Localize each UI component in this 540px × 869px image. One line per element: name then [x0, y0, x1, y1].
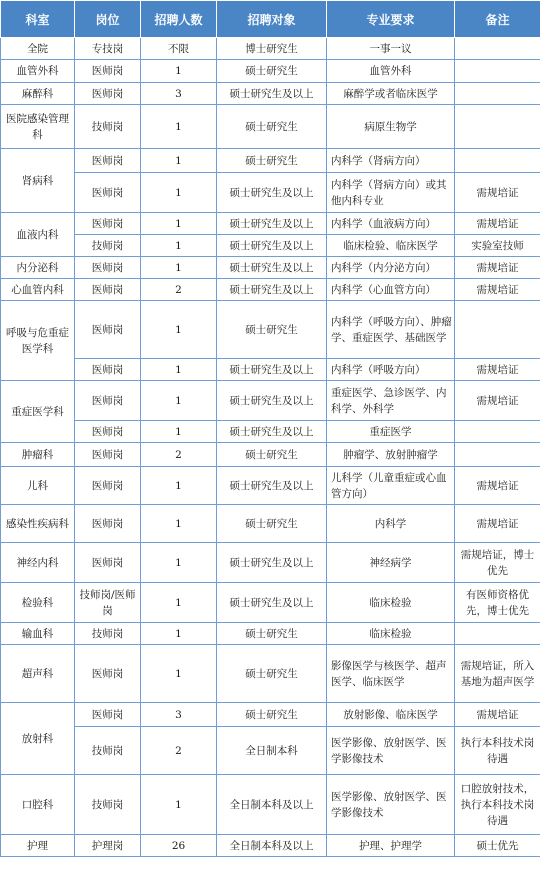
cell-requirement: 一事一议 — [327, 38, 455, 60]
cell-count: 1 — [141, 543, 217, 583]
cell-count: 1 — [141, 173, 217, 213]
table-row — [1, 173, 540, 213]
table-row — [1, 421, 540, 443]
table-row — [1, 727, 540, 775]
table-row — [1, 467, 540, 505]
cell-requirement: 临床检验 — [327, 583, 455, 623]
table-row — [1, 505, 540, 543]
table-row — [1, 381, 540, 421]
cell-note — [455, 623, 540, 645]
cell-dept: 重症医学科 — [1, 381, 75, 443]
cell-dept: 感染性疾病科 — [1, 505, 75, 543]
cell-requirement: 重症医学 — [327, 421, 455, 443]
cell-note — [455, 443, 540, 467]
cell-count: 3 — [141, 703, 217, 727]
cell-requirement: 内科学（肾病方向） — [327, 149, 455, 173]
cell-requirement: 医学影像、放射医学、医学影像技术 — [327, 775, 455, 835]
table-row — [1, 235, 540, 257]
cell-dept: 血液内科 — [1, 213, 75, 257]
cell-requirement: 影像医学与核医学、超声医学、临床医学 — [327, 645, 455, 703]
cell-requirement: 内科学（呼吸方向）、肿瘤学、重症医学、基础医学 — [327, 301, 455, 359]
cell-note: 硕士优先 — [455, 835, 540, 857]
cell-target: 硕士研究生及以上 — [217, 173, 327, 213]
cell-count: 3 — [141, 83, 217, 105]
cell-requirement: 内科学（血液病方向） — [327, 213, 455, 235]
table-row — [1, 543, 540, 583]
cell-note — [455, 105, 540, 149]
cell-dept: 儿科 — [1, 467, 75, 505]
cell-position: 医师岗 — [75, 467, 141, 505]
cell-count: 1 — [141, 775, 217, 835]
cell-target: 硕士研究生及以上 — [217, 583, 327, 623]
cell-requirement: 内科学 — [327, 505, 455, 543]
cell-dept: 护理 — [1, 835, 75, 857]
table-row — [1, 38, 540, 60]
cell-position: 医师岗 — [75, 359, 141, 381]
cell-count: 2 — [141, 727, 217, 775]
cell-requirement: 护理、护理学 — [327, 835, 455, 857]
cell-dept: 神经内科 — [1, 543, 75, 583]
cell-position: 医师岗 — [75, 645, 141, 703]
cell-target: 硕士研究生 — [217, 623, 327, 645]
cell-dept: 心血管内科 — [1, 279, 75, 301]
cell-position: 医师岗 — [75, 257, 141, 279]
header-row — [1, 1, 540, 38]
cell-count: 1 — [141, 467, 217, 505]
cell-count: 1 — [141, 257, 217, 279]
cell-target: 硕士研究生 — [217, 149, 327, 173]
cell-count: 1 — [141, 505, 217, 543]
cell-position: 医师岗 — [75, 149, 141, 173]
cell-dept: 输血科 — [1, 623, 75, 645]
table-row — [1, 583, 540, 623]
cell-position: 医师岗 — [75, 543, 141, 583]
cell-count: 1 — [141, 623, 217, 645]
cell-target: 硕士研究生及以上 — [217, 381, 327, 421]
cell-dept: 放射科 — [1, 703, 75, 775]
cell-note: 需规培证 — [455, 703, 540, 727]
cell-position: 医师岗 — [75, 443, 141, 467]
cell-note: 需规培证 — [455, 279, 540, 301]
cell-note: 需规培证 — [455, 467, 540, 505]
cell-position: 技师岗 — [75, 105, 141, 149]
cell-note: 需规培证 — [455, 213, 540, 235]
cell-target: 硕士研究生及以上 — [217, 279, 327, 301]
cell-target: 硕士研究生 — [217, 105, 327, 149]
cell-target: 博士研究生 — [217, 38, 327, 60]
cell-count: 1 — [141, 213, 217, 235]
cell-target: 硕士研究生及以上 — [217, 235, 327, 257]
cell-requirement: 临床检验 — [327, 623, 455, 645]
cell-note: 需规培证 — [455, 381, 540, 421]
cell-note: 口腔放射技术，执行本科技术岗待遇 — [455, 775, 540, 835]
cell-position: 医师岗 — [75, 703, 141, 727]
cell-dept: 肾病科 — [1, 149, 75, 213]
cell-requirement: 肿瘤学、放射肿瘤学 — [327, 443, 455, 467]
header-requirement: 专业要求 — [327, 1, 455, 38]
cell-note: 需规培证，博士优先 — [455, 543, 540, 583]
cell-note — [455, 83, 540, 105]
header-dept: 科室 — [1, 1, 75, 38]
cell-note — [455, 301, 540, 359]
cell-count: 26 — [141, 835, 217, 857]
cell-target: 硕士研究生及以上 — [217, 421, 327, 443]
table-row — [1, 703, 540, 727]
cell-position: 医师岗 — [75, 83, 141, 105]
cell-dept: 超声科 — [1, 645, 75, 703]
table-row — [1, 301, 540, 359]
cell-requirement: 医学影像、放射医学、医学影像技术 — [327, 727, 455, 775]
cell-target: 硕士研究生 — [217, 301, 327, 359]
cell-note — [455, 421, 540, 443]
cell-target: 硕士研究生及以上 — [217, 467, 327, 505]
cell-position: 医师岗 — [75, 301, 141, 359]
cell-target: 硕士研究生及以上 — [217, 359, 327, 381]
cell-requirement: 内科学（内分泌方向） — [327, 257, 455, 279]
cell-position: 医师岗 — [75, 421, 141, 443]
cell-position: 医师岗 — [75, 173, 141, 213]
cell-target: 硕士研究生 — [217, 443, 327, 467]
header-target: 招聘对象 — [217, 1, 327, 38]
cell-note — [455, 60, 540, 83]
cell-dept: 医院感染管理科 — [1, 105, 75, 149]
cell-requirement: 内科学（呼吸方向） — [327, 359, 455, 381]
cell-position: 护理岗 — [75, 835, 141, 857]
cell-requirement: 麻醉学或者临床医学 — [327, 83, 455, 105]
cell-requirement: 放射影像、临床医学 — [327, 703, 455, 727]
cell-count: 2 — [141, 279, 217, 301]
cell-target: 硕士研究生及以上 — [217, 257, 327, 279]
cell-position: 技师岗/医师岗 — [75, 583, 141, 623]
table-row — [1, 623, 540, 645]
cell-count: 1 — [141, 149, 217, 173]
cell-count: 不限 — [141, 38, 217, 60]
cell-position: 技师岗 — [75, 235, 141, 257]
table-row — [1, 359, 540, 381]
cell-count: 1 — [141, 235, 217, 257]
cell-target: 全日制本科及以上 — [217, 835, 327, 857]
cell-target: 硕士研究生及以上 — [217, 543, 327, 583]
cell-position: 医师岗 — [75, 279, 141, 301]
cell-count: 1 — [141, 583, 217, 623]
cell-count: 2 — [141, 443, 217, 467]
cell-count: 1 — [141, 421, 217, 443]
table-row — [1, 835, 540, 857]
cell-note: 需规培证，所入基地为超声医学 — [455, 645, 540, 703]
cell-note: 有医师资格优先，博士优先 — [455, 583, 540, 623]
cell-dept: 口腔科 — [1, 775, 75, 835]
cell-requirement: 临床检验、临床医学 — [327, 235, 455, 257]
table-row — [1, 149, 540, 173]
cell-target: 全日制本科 — [217, 727, 327, 775]
cell-dept: 呼吸与危重症医学科 — [1, 301, 75, 381]
cell-position: 技师岗 — [75, 727, 141, 775]
table-row — [1, 279, 540, 301]
cell-dept: 肿瘤科 — [1, 443, 75, 467]
cell-note: 需规培证 — [455, 257, 540, 279]
header-note: 备注 — [455, 1, 540, 38]
cell-position: 医师岗 — [75, 213, 141, 235]
header-position: 岗位 — [75, 1, 141, 38]
cell-note — [455, 38, 540, 60]
cell-dept: 麻醉科 — [1, 83, 75, 105]
cell-position: 技师岗 — [75, 775, 141, 835]
cell-count: 1 — [141, 359, 217, 381]
cell-count: 1 — [141, 381, 217, 421]
cell-note: 需规培证 — [455, 173, 540, 213]
cell-note: 需规培证 — [455, 505, 540, 543]
cell-requirement: 血管外科 — [327, 60, 455, 83]
cell-position: 医师岗 — [75, 505, 141, 543]
cell-requirement: 神经病学 — [327, 543, 455, 583]
cell-target: 硕士研究生 — [217, 60, 327, 83]
table-row — [1, 257, 540, 279]
cell-position: 医师岗 — [75, 381, 141, 421]
table-row — [1, 443, 540, 467]
cell-position: 医师岗 — [75, 60, 141, 83]
cell-target: 硕士研究生及以上 — [217, 83, 327, 105]
header-count: 招聘人数 — [141, 1, 217, 38]
cell-requirement: 内科学（肾病方向）或其他内科专业 — [327, 173, 455, 213]
cell-note — [455, 149, 540, 173]
cell-note: 执行本科技术岗待遇 — [455, 727, 540, 775]
cell-dept: 血管外科 — [1, 60, 75, 83]
cell-count: 1 — [141, 105, 217, 149]
cell-note: 需规培证 — [455, 359, 540, 381]
cell-target: 全日制本科及以上 — [217, 775, 327, 835]
table-row — [1, 213, 540, 235]
cell-requirement: 重症医学、急诊医学、内科学、外科学 — [327, 381, 455, 421]
cell-target: 硕士研究生 — [217, 505, 327, 543]
table-row — [1, 60, 540, 83]
cell-position: 专技岗 — [75, 38, 141, 60]
cell-note: 实验室技师 — [455, 235, 540, 257]
cell-requirement: 病原生物学 — [327, 105, 455, 149]
table-row — [1, 645, 540, 703]
cell-count: 1 — [141, 60, 217, 83]
table-row — [1, 83, 540, 105]
cell-dept: 全院 — [1, 38, 75, 60]
cell-position: 技师岗 — [75, 623, 141, 645]
cell-target: 硕士研究生及以上 — [217, 213, 327, 235]
cell-dept: 检验科 — [1, 583, 75, 623]
cell-dept: 内分泌科 — [1, 257, 75, 279]
cell-count: 1 — [141, 301, 217, 359]
cell-target: 硕士研究生 — [217, 645, 327, 703]
cell-requirement: 儿科学（儿童重症或心血管方向） — [327, 467, 455, 505]
cell-requirement: 内科学（心血管方向） — [327, 279, 455, 301]
table-row — [1, 775, 540, 835]
cell-count: 1 — [141, 645, 217, 703]
table-row — [1, 105, 540, 149]
cell-target: 硕士研究生 — [217, 703, 327, 727]
